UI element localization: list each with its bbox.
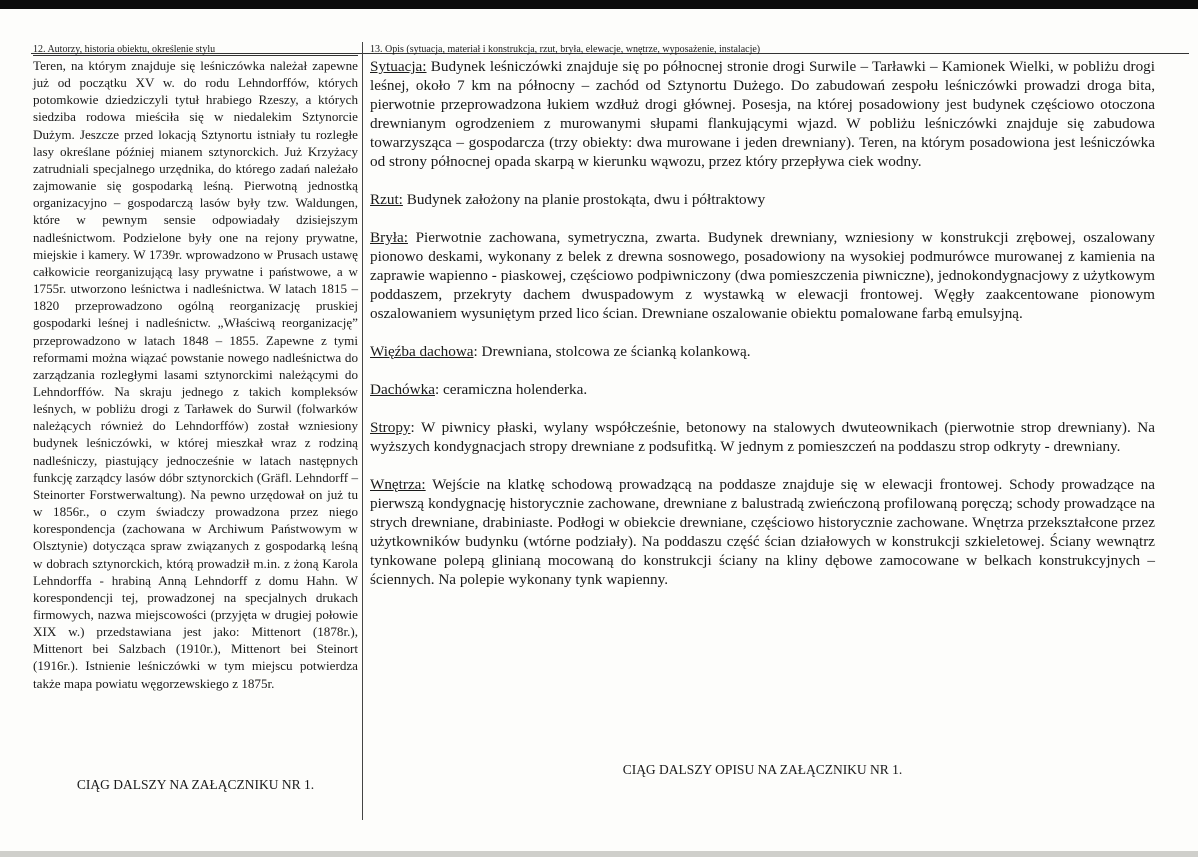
- dachowka-paragraph: [370, 380, 1155, 399]
- sytuacja-paragraph: [370, 57, 1155, 171]
- scan-top-edge: [0, 0, 1198, 9]
- stropy-text: : W piwnicy płaski, wylany współcześnie, betonowy na stalowych dwuteownikach (pierwotnie strop drewniany). Na wyższych kondygnacjach stropy drewniane z podsufitką. W jednym z pomieszczeń na poddaszu strop odkryty - drewniany.: [370, 419, 1155, 455]
- description-text: [370, 57, 1155, 589]
- stropy-paragraph: [370, 418, 1155, 456]
- sytuacja-text: Budynek leśniczówki znajduje się po północnej stronie drogi Surwile – Tarławki – Kamionek Wielki, w pobliżu drogi leśnej, około 7 km na północny – zachód od Sztynortu Dużego. Do zabudowań zespołu leśniczówki prowadzi droga bita, pierwotnie przeprowadzona łukiem wzdłuż drogi głównej. Posesja, na której posadowiony jest budynek częściowo otoczona drewnianym ogrodzeniem z murowanymi słupami flankującymi wjazd. W pobliżu leśniczówki znajduje się zabudowa towarzysząca – gospodarcza (trzy obiekty: dwa murowane i jeden drewniany). Teren, na którym posadowiona jest leśniczówka od strony północnej opada skarpą w kierunku wąwozu, przez który przepływa ciek wodny.: [370, 58, 1155, 170]
- dachowka-text: : ceramiczna holenderka.: [434, 381, 588, 398]
- rzut-label: Rzut:: [370, 191, 403, 208]
- stropy-label: Stropy: [370, 419, 411, 436]
- wnetrza-text: Wejście na klatkę schodową prowadzącą na poddasze znajduje się w elewacji frontowej. Schody prowadzące na pierwszą kondygnację historycznie zachowane, drewniane z balustradą zwieńczoną profilowaną poręczą; schody prowadzące na strych drewniane, drabiniaste. Podłogi w obiekcie drewniane, częściowo historycznie zachowane. Wnętrza przekształcone przez użytkowników budynku (wtórne podziały). Na poddaszu część ścian działowych w konstrukcji szkieletowej. Ściany wewnątrz tynkowane polepą glinianą mocowaną do konstrukcji ściany na kliny dębowe zamocowane w belkach konstrukcyjnych – ściennych. Na polepie wykonany tynk wapienny.: [370, 476, 1155, 588]
- rzut-text: Budynek założony na planie prostokąta, dwu i półtraktowy: [402, 191, 766, 208]
- wnetrza-label: Wnętrza:: [370, 476, 426, 493]
- bryla-paragraph: [370, 228, 1155, 323]
- wnetrza-paragraph: [370, 475, 1155, 589]
- wiezba-label: Więźba dachowa: [370, 343, 474, 360]
- section-13-header: 13. Opis (sytuacja, materiał i konstrukcja, rzut, bryła, elewacje, wnętrze, wyposażenie, instalacje): [370, 44, 761, 55]
- column-divider: [362, 42, 363, 820]
- bryla-text: Pierwotnie zachowana, symetryczna, zwarta. Budynek drewniany, wzniesiony w konstrukcji zrębowej, oszalowany pionowo deskami, wykonany z belek z drewna sosnowego, posadowiony na wysokiej podmurówce murowanej z kamienia na zaprawie wapienno - piaskowej, częściowo podpiwniczony (dwa pomieszczenia piwniczne), jednokondygnacjowy z użytkowym poddaszem, przekryty dachem dwuspadowym z wystawką w elewacji frontowej. Węgły zaakcentowane pionowym oszalowaniem wysuniętym przed lico ścian. Drewniane oszalowanie obiektu pomalowane farbą emulsyjną.: [370, 229, 1155, 322]
- wiezba-text: : Drewniana, stolcowa ze ścianką kolankową.: [473, 343, 751, 360]
- dachowka-label: Dachówka: [370, 381, 435, 398]
- sytuacja-label: Sytuacja:: [370, 58, 427, 75]
- rzut-paragraph: [370, 190, 1155, 209]
- left-continuation-note: CIĄG DALSZY NA ZAŁĄCZNIKU NR 1.: [76, 777, 315, 792]
- history-text: Teren, na którym znajduje się leśniczówka należał zapewne już od początku XV w. do rodu Lehndorffów, których potomkowie dziedziczyli tytuł hrabiego Rzeszy, a których siedziba rodowa mieściła się w niedalekim Sztynorcie Dużym. Jeszcze przed lokacją Sztynortu istniały tu rozległe lasy określane później mianem sztynorckich. Już Krzyżacy zatrudniali specjalnego urzędnika, do którego zadań należało zajmowanie się gospodarką leśną. Pierwotną jednostką organizacyjno – gospodarczą lasów były tzw. Waldungen, które w pewnym sensie odpowiadały dzisiejszym nadleśnictwom. Podzielone były one na rejony prywatne, miejskie i kamery. W 1739r. wprowadzono w Prusach ustawę całkowicie reorganizującą lasy prywatne i państwowe, a w 1755r. utworzono leśnictwa i nadleśnictwa. W latach 1815 – 1820 przeprowadzono ogólną reorganizację pruskiej gospodarki leśnej i nadleśnictw. „Właściwą reorganizację” przeprowadzono w latach 1848 – 1855. Zapewne z tymi reformami można wiązać powstanie nowego nadleśnictwa do zarządzania rozległymi lasami sztynorckimi należącymi do Lehndorffów. Na skraju jednego z takich kompleksów leśnych, w pobliżu drogi z Tarławek do Surwil (folwarków należących również do Lehndorffów) został wzniesiony budynek leśniczówki, w której mieszkał wraz z rodziną nadleśniczy, piastujący jednocześnie w latach następnych funkcję zarządcy lasów dóbr sztynorckich (Gräfl. Lehndorff – Steinorter Forstwerwaltung). Na pewno urzędował on już tu w 1856r., o czym świadczy prowadzona przez niego korespondencja (zachowana w Archiwum Państwowym w Olsztynie) dotycząca spraw związanych z gospodarką leśną w dobrach sztynorckich, którą prowadził m.in. z żoną Karola Lehndorffa - hrabiną Anną Lehndorff z domu Hahn. W korespondencji tej, prowadzonej na specjalnych drukach firmowych, nazwa miejscowości (przyjęta w drugiej połowie XIX w.) przedstawiana jest jako: Mittenort (1878r.), Mittenort bei Salzbach (1910r.), Mittenort bei Steinort (1916r.). Istnienie leśniczówki w tym miejscu potwierdza także mapa powiatu węgorzewskiego z 1875r.: [33, 58, 358, 691]
- bryla-label: Bryła:: [370, 229, 408, 246]
- wiezba-paragraph: [370, 342, 1155, 361]
- scan-bottom-edge: [0, 851, 1198, 857]
- section-12-header: 12. Autorzy, historia obiektu, określenie stylu: [33, 44, 358, 56]
- right-continuation-note: CIĄG DALSZY OPISU NA ZAŁĄCZNIKU NR 1.: [622, 762, 903, 777]
